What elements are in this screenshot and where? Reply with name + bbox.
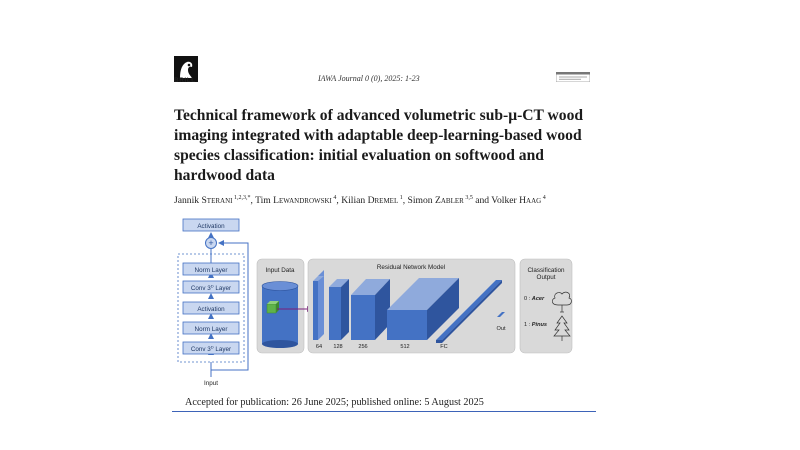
svg-text:Conv 3D Layer: Conv $3^D$ Layer [190, 344, 232, 353]
svg-text:Classification: Classification [527, 267, 565, 274]
crossmark-icon[interactable] [556, 72, 590, 82]
layer-128 [329, 279, 349, 340]
svg-text:Input Data: Input Data [265, 267, 295, 274]
svg-text:+: + [208, 238, 214, 248]
svg-text:64: 64 [315, 344, 323, 350]
author-name[interactable]: Volker Haag $^4$ [491, 195, 546, 207]
publisher-name: BRILL [174, 77, 196, 84]
svg-text:Residual Network Model: Residual Network Model [376, 264, 446, 271]
svg-text:Norm Layer: Norm Layer [194, 267, 228, 274]
author-separator: , [402, 195, 408, 207]
input-data-panel [257, 259, 312, 353]
author-separator: and [472, 195, 492, 207]
residual-network-panel [308, 259, 515, 353]
svg-text:Output: Output [536, 274, 556, 281]
author-name[interactable]: Jannik Sterani $^{1,2,3,*}$ [174, 195, 251, 207]
svg-text:512: 512 [400, 344, 410, 350]
residual-block [178, 219, 248, 387]
author-list [174, 195, 614, 206]
volume-cylinder-icon [262, 282, 298, 291]
svg-text:128: 128 [333, 344, 343, 350]
svg-text:Norm Layer: Norm Layer [194, 326, 228, 333]
journal-citation: IAWA Journal 0 (0), 2025: 1-23 [318, 74, 420, 83]
author-separator: , [336, 195, 342, 207]
sample-cube-icon [267, 304, 276, 313]
svg-text:256: 256 [358, 344, 368, 350]
svg-text:1 : Pinus: 1 : Pinus [524, 322, 548, 328]
svg-text:Activation: Activation [197, 223, 225, 230]
layer-64 [313, 270, 324, 340]
svg-text:Input: Input [203, 380, 219, 387]
svg-text:0 : Acer: 0 : Acer [524, 296, 545, 302]
svg-text:Conv 3D Layer: Conv $3^D$ Layer [190, 283, 232, 292]
author-name[interactable]: Simon Zabler $^{3,5}$ [407, 195, 473, 207]
author-name[interactable]: Kilian Dremel $^1$ [341, 195, 403, 207]
author-name[interactable]: Tim Lewandrowski $^4$ [255, 195, 337, 207]
divider-line [172, 411, 596, 412]
svg-text:FC: FC [440, 344, 448, 350]
figure-resnet-framework [174, 213, 574, 388]
svg-text:Activation: Activation [197, 306, 225, 313]
svg-text:Out: Out [496, 326, 506, 332]
paper-title: Technical framework of advanced volumetric sub-μ-CT wood imaging integrated with adaptable deep-learning-based wood species classification: initial evaluation on softwood and hardwood data [174, 107, 584, 184]
classification-output-panel [520, 259, 572, 353]
publication-dates: Accepted for publication: 26 June 2025; published online: 5 August 2025 [185, 397, 484, 408]
author-separator: , [250, 195, 256, 207]
